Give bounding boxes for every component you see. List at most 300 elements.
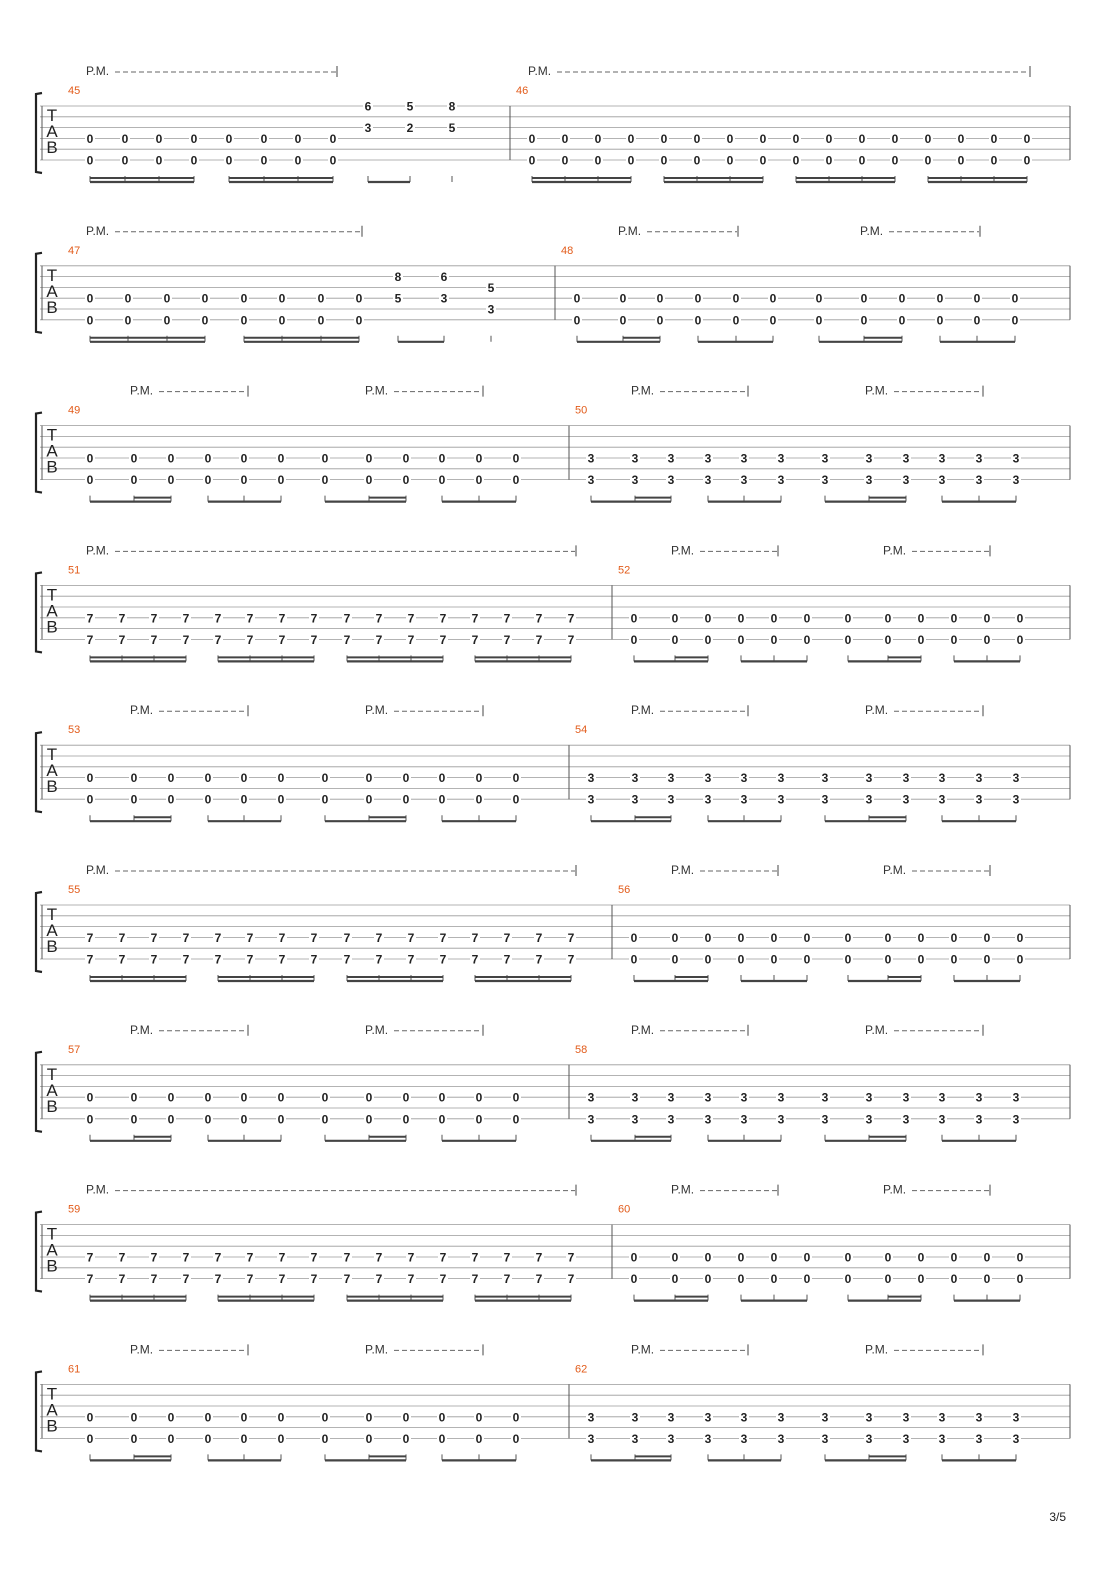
palm-mute-label: P.M. [86,863,110,877]
tab-clef-letter: B [46,457,58,477]
beam-group [475,975,571,981]
measure [575,724,1070,821]
beam-group [368,176,410,182]
beam-group [90,975,186,981]
fret-number: 0 [936,313,944,328]
fret-number: 0 [630,1272,638,1287]
palm-mute-marker [365,1023,483,1037]
fret-number: 0 [884,632,892,647]
fret-number: 3 [975,1090,983,1105]
fret-number: 7 [535,1272,543,1287]
tab-system [36,1023,1070,1141]
fret-number: 0 [512,451,520,466]
system-bracket [36,93,42,173]
fret-number: 0 [884,1250,892,1265]
measure-number: 55 [68,884,81,896]
fret-number: 7 [375,952,383,967]
fret-number: 0 [844,1250,852,1265]
beam-group [708,1135,781,1141]
palm-mute-marker [631,1023,748,1037]
fret-number: 7 [150,1272,158,1287]
palm-mute-marker [130,1023,248,1037]
beam-group [325,1454,406,1460]
fret-number: 0 [277,1112,285,1127]
fret-number: 0 [891,153,899,168]
beam-group [942,815,1016,821]
beam-group [229,176,333,182]
fret-number: 0 [770,930,778,945]
fret-number: 0 [329,153,337,168]
fret-number: 7 [375,1272,383,1287]
fret-number: 7 [407,930,415,945]
beam-group [591,496,671,502]
palm-mute-marker [528,64,1030,78]
fret-number: 7 [182,611,190,626]
fret-number: 0 [573,313,581,328]
fret-number: 0 [769,291,777,306]
fret-number: 0 [671,1272,679,1287]
fret-number: 0 [660,131,668,146]
fret-number: 0 [240,1431,248,1446]
fret-number: 0 [844,632,852,647]
fret-number: 7 [150,632,158,647]
fret-number: 0 [884,930,892,945]
fret-number: 0 [936,291,944,306]
fret-number: 0 [917,1272,925,1287]
fret-number: 7 [278,952,286,967]
tab-clef-letter: A [46,921,58,940]
fret-number: 0 [983,1272,991,1287]
measure-number: 45 [68,85,81,97]
fret-number: 0 [438,1410,446,1425]
fret-number: 0 [365,1112,373,1127]
fret-number: 0 [294,131,302,146]
measure-number: 51 [68,564,81,577]
fret-number: 0 [201,313,209,328]
beam-group [347,975,443,981]
fret-number: 0 [130,1112,138,1127]
fret-number: 0 [321,792,329,807]
fret-number: 0 [402,1431,410,1446]
beam-group [577,336,660,342]
palm-mute-marker [365,703,483,717]
fret-number: 0 [983,632,991,647]
fret-number: 3 [1012,771,1020,786]
fret-number: 0 [240,1090,248,1105]
beam-group [741,1295,807,1301]
fret-number: 7 [278,1272,286,1287]
measure-number: 61 [68,1363,81,1376]
fret-number: 7 [310,632,318,647]
fret-number: 3 [631,792,639,807]
fret-number: 0 [225,131,233,146]
fret-number: 3 [938,1410,946,1425]
beam-group [796,176,895,182]
beam-group [347,1295,443,1301]
fret-number: 0 [402,473,410,488]
fret-number: 7 [407,632,415,647]
fret-number: 3 [1012,473,1020,488]
tab-clef-letter: A [46,1400,58,1420]
fret-number: 0 [704,1250,712,1265]
fret-number: 5 [487,280,495,295]
fret-number: 0 [86,1090,94,1105]
beam-group [741,975,807,981]
fret-number: 0 [803,611,811,626]
beam-group [442,815,516,821]
fret-number: 0 [130,771,138,786]
fret-number: 7 [439,952,447,967]
fret-number: 0 [365,792,373,807]
fret-number: 0 [512,771,520,786]
measure [618,564,1070,661]
fret-number: 7 [118,1272,126,1287]
beam-group [90,1295,186,1301]
fret-number: 7 [86,1272,94,1287]
fret-number: 3 [902,771,910,786]
fret-number: 3 [975,473,983,488]
fret-number: 0 [240,473,248,488]
fret-number: 0 [704,632,712,647]
fret-number: 0 [365,1431,373,1446]
fret-number: 0 [770,1272,778,1287]
system-bracket [36,572,42,652]
fret-number: 0 [277,473,285,488]
palm-mute-marker [671,863,778,877]
fret-number: 7 [535,930,543,945]
fret-number: 0 [770,611,778,626]
fret-number: 3 [821,1431,829,1446]
fret-number: 3 [740,771,748,786]
fret-number: 7 [310,611,318,626]
fret-number: 7 [278,930,286,945]
measure-number: 47 [68,244,81,257]
fret-number: 3 [587,771,595,786]
fret-number: 0 [321,473,329,488]
fret-number: 0 [803,1272,811,1287]
fret-number: 0 [1016,611,1024,626]
tab-clef-letter: B [46,1416,58,1436]
palm-mute-label: P.M. [130,1022,154,1037]
tab-system [36,863,1070,981]
palm-mute-label: P.M. [865,703,889,718]
tab-clef-letter: B [46,297,58,317]
palm-mute-label: P.M. [365,703,389,718]
fret-number: 7 [214,952,222,967]
fret-number: 0 [737,1272,745,1287]
fret-number: 3 [487,302,495,317]
palm-mute-marker [631,703,748,717]
measure-number: 48 [561,244,574,257]
fret-number: 0 [167,1431,175,1446]
fret-number: 0 [512,1410,520,1425]
fret-number: 7 [214,611,222,626]
fret-number: 0 [917,952,925,967]
fret-number: 3 [667,1090,675,1105]
beam-group [708,496,781,502]
fret-number: 0 [983,930,991,945]
fret-number: 0 [1016,952,1024,967]
fret-number: 7 [118,930,126,945]
beam-group [634,975,708,981]
fret-number: 0 [86,771,94,786]
fret-number: 0 [365,1410,373,1425]
fret-number: 0 [204,792,212,807]
fret-number: 0 [973,291,981,306]
fret-number: 7 [182,952,190,967]
fret-number: 0 [825,153,833,168]
fret-number: 0 [917,930,925,945]
fret-number: 7 [567,632,575,647]
beam-group [940,336,1015,342]
beam-group [208,815,281,821]
palm-mute-label: P.M. [130,1342,154,1357]
beam-group [90,176,194,182]
fret-number: 3 [902,1431,910,1446]
fret-number: 7 [150,952,158,967]
fret-number: 0 [277,1090,285,1105]
fret-number: 0 [124,291,132,306]
fret-number: 0 [475,792,483,807]
tab-system [36,384,1070,502]
fret-number: 7 [439,930,447,945]
tab-clef-letter: T [46,1064,58,1084]
fret-number: 0 [130,1410,138,1425]
fret-number: 0 [1016,930,1024,945]
fret-number: 3 [777,1410,785,1425]
fret-number: 0 [438,451,446,466]
fret-number: 0 [950,1272,958,1287]
fret-number: 0 [163,313,171,328]
fret-number: 0 [130,792,138,807]
measure-number: 53 [68,724,81,737]
fret-number: 0 [573,291,581,306]
palm-mute-label: P.M. [618,223,642,238]
fret-number: 0 [260,153,268,168]
fret-number: 3 [631,1410,639,1425]
fret-number: 0 [225,153,233,168]
fret-number: 7 [214,930,222,945]
fret-number: 3 [740,1090,748,1105]
fret-number: 0 [759,131,767,146]
measure-number: 60 [618,1203,631,1216]
fret-number: 0 [86,473,94,488]
palm-mute-marker [130,703,248,717]
beam-group [591,1135,671,1141]
fret-number: 0 [1016,1250,1024,1265]
fret-number: 2 [406,121,414,136]
tab-system [36,543,1070,661]
fret-number: 0 [627,131,635,146]
palm-mute-marker [86,64,337,78]
tab-system [36,1183,1070,1301]
fret-number: 7 [567,1272,575,1287]
fret-number: 0 [737,611,745,626]
system-bracket [36,1371,42,1451]
fret-number: 0 [321,771,329,786]
fret-number: 0 [860,291,868,306]
fret-number: 0 [619,313,627,328]
fret-number: 0 [983,611,991,626]
beam-group [741,655,807,661]
palm-mute-label: P.M. [865,383,889,398]
fret-number: 0 [130,1090,138,1105]
fret-number: 0 [884,1272,892,1287]
fret-number: 0 [321,1112,329,1127]
fret-number: 7 [439,1250,447,1265]
tab-clef-letter: T [46,745,58,765]
fret-number: 0 [693,153,701,168]
fret-number: 7 [535,1250,543,1265]
fret-number: 7 [343,632,351,647]
fret-number: 7 [310,952,318,967]
fret-number: 3 [587,451,595,466]
fret-number: 0 [917,632,925,647]
measure-number: 54 [575,724,588,737]
fret-number: 0 [321,451,329,466]
fret-number: 0 [355,313,363,328]
palm-mute-label: P.M. [865,1022,889,1037]
fret-number: 0 [240,1410,248,1425]
fret-number: 7 [567,1250,575,1265]
fret-number: 0 [983,1250,991,1265]
fret-number: 0 [121,153,129,168]
fret-number: 5 [448,121,456,136]
fret-number: 0 [990,131,998,146]
fret-number: 0 [321,1431,329,1446]
palm-mute-marker [631,384,748,398]
fret-number: 0 [475,1112,483,1127]
fret-number: 0 [1023,153,1031,168]
fret-number: 0 [891,131,899,146]
fret-number: 3 [587,1431,595,1446]
fret-number: 0 [475,1090,483,1105]
fret-number: 7 [343,1272,351,1287]
fret-number: 0 [167,451,175,466]
beam-group [954,1295,1020,1301]
beam-group [208,1135,281,1141]
fret-number: 0 [277,792,285,807]
fret-number: 3 [777,1090,785,1105]
fret-number: 0 [86,313,94,328]
palm-mute-label: P.M. [130,703,154,718]
fret-number: 0 [201,291,209,306]
fret-number: 7 [310,930,318,945]
tab-clef-letter: B [46,1096,58,1116]
fret-number: 0 [803,930,811,945]
fret-number: 0 [1023,131,1031,146]
tab-clef-letter: T [46,425,58,445]
fret-number: 0 [155,131,163,146]
fret-number: 0 [671,611,679,626]
fret-number: 3 [938,1090,946,1105]
fret-number: 0 [317,291,325,306]
fret-number: 3 [631,771,639,786]
palm-mute-label: P.M. [86,1182,110,1197]
fret-number: 3 [902,473,910,488]
fret-number: 3 [631,1090,639,1105]
fret-number: 0 [130,451,138,466]
palm-mute-marker [865,1023,983,1037]
fret-number: 0 [950,611,958,626]
fret-number: 0 [619,291,627,306]
fret-number: 8 [394,270,402,285]
fret-number: 0 [190,153,198,168]
palm-mute-marker [631,1342,748,1356]
fret-number: 0 [86,451,94,466]
fret-number: 0 [355,291,363,306]
fret-number: 7 [86,1250,94,1265]
fret-number: 0 [671,930,679,945]
tab-clef-letter: B [46,777,58,797]
palm-mute-marker [883,543,990,557]
fret-number: 3 [740,451,748,466]
tab-clef-letter: A [46,761,58,781]
beam-group [591,815,671,821]
fret-number: 0 [1016,1272,1024,1287]
palm-mute-label: P.M. [631,383,655,398]
measure-number: 59 [68,1203,81,1216]
page-number: 3/5 [1049,1510,1066,1524]
fret-number: 0 [365,771,373,786]
fret-number: 3 [704,1431,712,1446]
fret-number: 3 [667,792,675,807]
beam-group [218,655,314,661]
palm-mute-marker [883,1183,990,1197]
fret-number: 0 [898,291,906,306]
tab-clef-letter: B [46,138,58,157]
fret-number: 0 [130,473,138,488]
fret-number: 7 [278,1250,286,1265]
fret-number: 3 [587,1090,595,1105]
fret-number: 0 [803,632,811,647]
fret-number: 7 [407,1272,415,1287]
fret-number: 0 [815,291,823,306]
fret-number: 0 [898,313,906,328]
fret-number: 3 [975,1431,983,1446]
beam-group [942,1454,1016,1460]
tab-clef-letter: A [46,601,58,621]
fret-number: 0 [190,131,198,146]
fret-number: 6 [364,99,372,114]
palm-mute-label: P.M. [86,543,110,558]
palm-mute-marker [86,543,576,557]
palm-mute-marker [865,1342,983,1356]
fret-number: 0 [844,930,852,945]
fret-number: 0 [815,313,823,328]
fret-number: 7 [439,632,447,647]
fret-number: 0 [167,1090,175,1105]
fret-number: 0 [86,792,94,807]
fret-number: 0 [630,1250,638,1265]
fret-number: 0 [240,771,248,786]
fret-number: 0 [630,952,638,967]
fret-number: 3 [704,451,712,466]
fret-number: 0 [726,153,734,168]
measure [68,1204,612,1301]
fret-number: 0 [475,1431,483,1446]
fret-number: 0 [792,131,800,146]
fret-number: 0 [704,1272,712,1287]
fret-number: 0 [671,1250,679,1265]
fret-number: 7 [182,632,190,647]
tab-system [36,703,1070,821]
fret-number: 0 [844,1272,852,1287]
fret-number: 3 [975,1112,983,1127]
fret-number: 0 [983,952,991,967]
fret-number: 3 [975,1410,983,1425]
fret-number: 3 [704,792,712,807]
